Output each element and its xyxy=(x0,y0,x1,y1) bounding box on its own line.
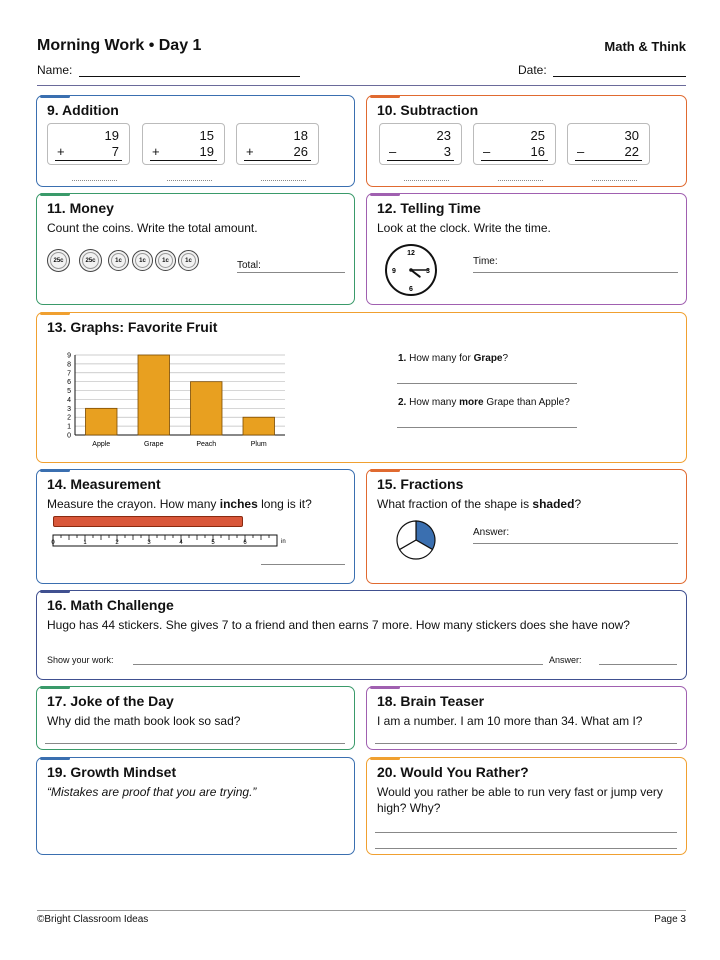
problem-top: 18 xyxy=(293,128,308,143)
joke-answer-line[interactable] xyxy=(45,743,345,744)
problem-top: 30 xyxy=(624,128,639,143)
rather-answer-line[interactable] xyxy=(375,832,677,833)
ruler-label: 3 xyxy=(147,540,151,546)
graph-question-1 xyxy=(398,353,508,364)
card-tab xyxy=(40,686,70,689)
show-work-label: Show your work: xyxy=(47,655,114,665)
penny-coin: 1c xyxy=(178,250,199,271)
answer-dots[interactable] xyxy=(498,180,543,181)
question-2-answer-line[interactable] xyxy=(397,427,577,428)
question-bold: more xyxy=(459,397,484,408)
clock-number-12: 12 xyxy=(407,250,415,257)
teaser-title: 18. Brain Teaser xyxy=(377,693,485,709)
graphs-title: 13. Graphs: Favorite Fruit xyxy=(47,319,218,335)
graph-question-2 xyxy=(398,397,570,408)
prompt-text: ? xyxy=(574,497,582,511)
measurement-title: 14. Measurement xyxy=(47,476,161,492)
y-tick-label: 8 xyxy=(67,361,71,369)
fractions-prompt xyxy=(377,496,581,512)
y-tick-label: 6 xyxy=(67,379,71,387)
x-tick-label: Peach xyxy=(196,441,217,448)
teaser-card xyxy=(366,686,687,750)
prompt-text: Measure the crayon. How many xyxy=(47,497,220,511)
problem-bar xyxy=(150,160,217,161)
problem-top: 19 xyxy=(104,128,119,143)
y-tick-label: 7 xyxy=(67,370,71,378)
card-tab xyxy=(40,757,70,760)
prompt-text: long is it? xyxy=(257,497,312,511)
subtraction-problem xyxy=(473,123,556,165)
rather-card xyxy=(366,757,687,855)
answer-dots[interactable] xyxy=(404,180,449,181)
question-text: How many xyxy=(409,397,460,408)
subtraction-card xyxy=(366,95,687,187)
question-number: 1. xyxy=(398,353,407,364)
question-text: ? xyxy=(502,353,509,364)
rather-answer-line[interactable] xyxy=(375,848,677,849)
ruler xyxy=(51,534,301,556)
card-tab xyxy=(40,193,70,196)
answer-dots[interactable] xyxy=(167,180,212,181)
problem-operator: – xyxy=(389,144,397,159)
challenge-answer-line[interactable] xyxy=(599,664,677,665)
problem-operator: – xyxy=(483,144,491,159)
answer-dots[interactable] xyxy=(261,180,306,181)
name-line[interactable] xyxy=(79,76,300,77)
clock-number-6: 6 xyxy=(409,286,413,293)
card-tab xyxy=(370,193,400,196)
subtraction-problem xyxy=(567,123,650,165)
y-tick-label: 0 xyxy=(67,432,71,440)
rather-prompt: Would you rather be able to run very fast or jump very high? Why? xyxy=(377,785,663,815)
card-tab xyxy=(40,590,70,593)
card-tab xyxy=(370,686,400,689)
card-tab xyxy=(40,469,70,472)
penny-coin: 1c xyxy=(132,250,153,271)
problem-bar xyxy=(575,160,642,161)
page-title: Morning Work • Day 1 xyxy=(37,37,202,54)
y-tick-label: 1 xyxy=(67,423,71,431)
ruler-label: 6 xyxy=(243,540,247,546)
name-label: Name: xyxy=(37,63,73,77)
y-tick-label: 5 xyxy=(67,388,71,396)
teaser-answer-line[interactable] xyxy=(375,743,677,744)
crayon xyxy=(53,516,243,527)
problem-top: 15 xyxy=(199,128,214,143)
y-tick-label: 4 xyxy=(67,396,71,404)
mindset-quote: “Mistakes are proof that you are trying.” xyxy=(47,785,257,799)
measurement-prompt xyxy=(47,496,312,512)
subtraction-title: 10. Subtraction xyxy=(377,102,479,118)
problem-bottom: 3 xyxy=(443,144,451,159)
card-tab xyxy=(40,312,70,315)
clock-number-3: 3 xyxy=(426,268,430,275)
problem-bottom: 16 xyxy=(530,144,545,159)
problem-bar xyxy=(55,160,122,161)
problem-bottom: 19 xyxy=(199,144,214,159)
addition-problem xyxy=(142,123,225,165)
money-title: 11. Money xyxy=(47,200,114,216)
time-answer-line[interactable] xyxy=(473,272,678,273)
fruit-bar-chart xyxy=(59,349,289,453)
answer-dots[interactable] xyxy=(592,180,637,181)
question-1-answer-line[interactable] xyxy=(397,383,577,384)
total-answer-line[interactable] xyxy=(237,272,345,273)
challenge-answer-label: Answer: xyxy=(549,655,582,665)
x-tick-label: Apple xyxy=(92,441,111,448)
prompt-text: What fraction of the shape is xyxy=(377,497,533,511)
measurement-card xyxy=(36,469,355,584)
addition-problem xyxy=(47,123,130,165)
bar-grape xyxy=(138,355,170,435)
teaser-prompt: I am a number. I am 10 more than 34. What am I? xyxy=(377,714,643,728)
problem-operator: + xyxy=(57,144,65,159)
penny-coin: 1c xyxy=(155,250,176,271)
ruler-label: 4 xyxy=(179,540,183,546)
problem-top: 23 xyxy=(436,128,451,143)
prompt-bold: shaded xyxy=(532,497,575,511)
header-divider xyxy=(37,85,686,86)
fraction-circle xyxy=(395,519,437,561)
subject-label: Math & Think xyxy=(604,39,686,54)
clock-center xyxy=(409,268,413,272)
penny-coin: 1c xyxy=(108,250,129,271)
fractions-card xyxy=(366,469,687,584)
card-tab xyxy=(370,469,400,472)
ruler-unit: in xyxy=(281,539,286,545)
bar-apple xyxy=(86,408,118,435)
card-tab xyxy=(370,757,400,760)
mindset-card xyxy=(36,757,355,855)
measurement-answer-line[interactable] xyxy=(261,564,345,565)
problem-bar xyxy=(387,160,454,161)
problem-bar xyxy=(481,160,548,161)
joke-prompt: Why did the math book look so sad? xyxy=(47,714,241,728)
fractions-title: 15. Fractions xyxy=(377,476,464,492)
y-tick-label: 9 xyxy=(67,352,71,360)
quarter-coin: 25c xyxy=(47,249,70,272)
ruler-label: 1 xyxy=(83,540,87,546)
x-tick-label: Grape xyxy=(144,441,164,448)
date-line[interactable] xyxy=(553,76,686,77)
rather-title: 20. Would You Rather? xyxy=(377,764,529,780)
addition-problem xyxy=(236,123,319,165)
date-label: Date: xyxy=(518,63,547,77)
challenge-card xyxy=(36,590,687,680)
money-card xyxy=(36,193,355,305)
bar-peach xyxy=(191,382,223,435)
mindset-title: 19. Growth Mindset xyxy=(47,764,177,780)
joke-card xyxy=(36,686,355,750)
time-card xyxy=(366,193,687,305)
quarter-coin: 25c xyxy=(79,249,102,272)
time-label: Time: xyxy=(473,256,498,267)
y-tick-label: 3 xyxy=(67,405,71,413)
page-number: Page 3 xyxy=(654,914,686,925)
joke-title: 17. Joke of the Day xyxy=(47,693,174,709)
card-tab xyxy=(370,95,400,98)
addition-title: 9. Addition xyxy=(47,102,119,118)
time-title: 12. Telling Time xyxy=(377,200,481,216)
question-text: Grape than Apple? xyxy=(483,397,570,408)
ruler-label: 5 xyxy=(211,540,215,546)
money-prompt: Count the coins. Write the total amount. xyxy=(47,221,258,235)
card-tab xyxy=(40,95,70,98)
footer-copyright: ©Bright Classroom Ideas xyxy=(37,914,149,925)
problem-operator: + xyxy=(246,144,254,159)
bar-plum xyxy=(243,417,275,435)
addition-card xyxy=(36,95,355,187)
graphs-card xyxy=(36,312,687,463)
challenge-prompt: Hugo has 44 stickers. She gives 7 to a friend and then earns 7 more. How many stickers does she have now? xyxy=(47,618,630,632)
ruler-label: 0 xyxy=(51,540,55,546)
analog-clock xyxy=(383,242,439,298)
fraction-answer-line[interactable] xyxy=(473,543,678,544)
problem-bottom: 22 xyxy=(624,144,639,159)
y-tick-label: 2 xyxy=(67,414,71,422)
footer-divider xyxy=(37,910,686,911)
show-work-line[interactable] xyxy=(133,664,543,665)
total-label: Total: xyxy=(237,260,261,271)
challenge-title: 16. Math Challenge xyxy=(47,597,174,613)
time-prompt: Look at the clock. Write the time. xyxy=(377,221,551,235)
x-tick-label: Plum xyxy=(250,441,267,448)
ruler-label: 2 xyxy=(115,540,119,546)
fraction-answer-label: Answer: xyxy=(473,527,510,538)
problem-bottom: 26 xyxy=(293,144,308,159)
question-bold: Grape xyxy=(473,353,503,364)
prompt-bold: inches xyxy=(219,497,258,511)
subtraction-problem xyxy=(379,123,462,165)
problem-operator: + xyxy=(152,144,160,159)
answer-dots[interactable] xyxy=(72,180,117,181)
problem-operator: – xyxy=(577,144,585,159)
question-number: 2. xyxy=(398,397,407,408)
problem-top: 25 xyxy=(530,128,545,143)
problem-bottom: 7 xyxy=(111,144,119,159)
problem-bar xyxy=(244,160,311,161)
question-text: How many for xyxy=(409,353,474,364)
clock-number-9: 9 xyxy=(392,268,396,275)
